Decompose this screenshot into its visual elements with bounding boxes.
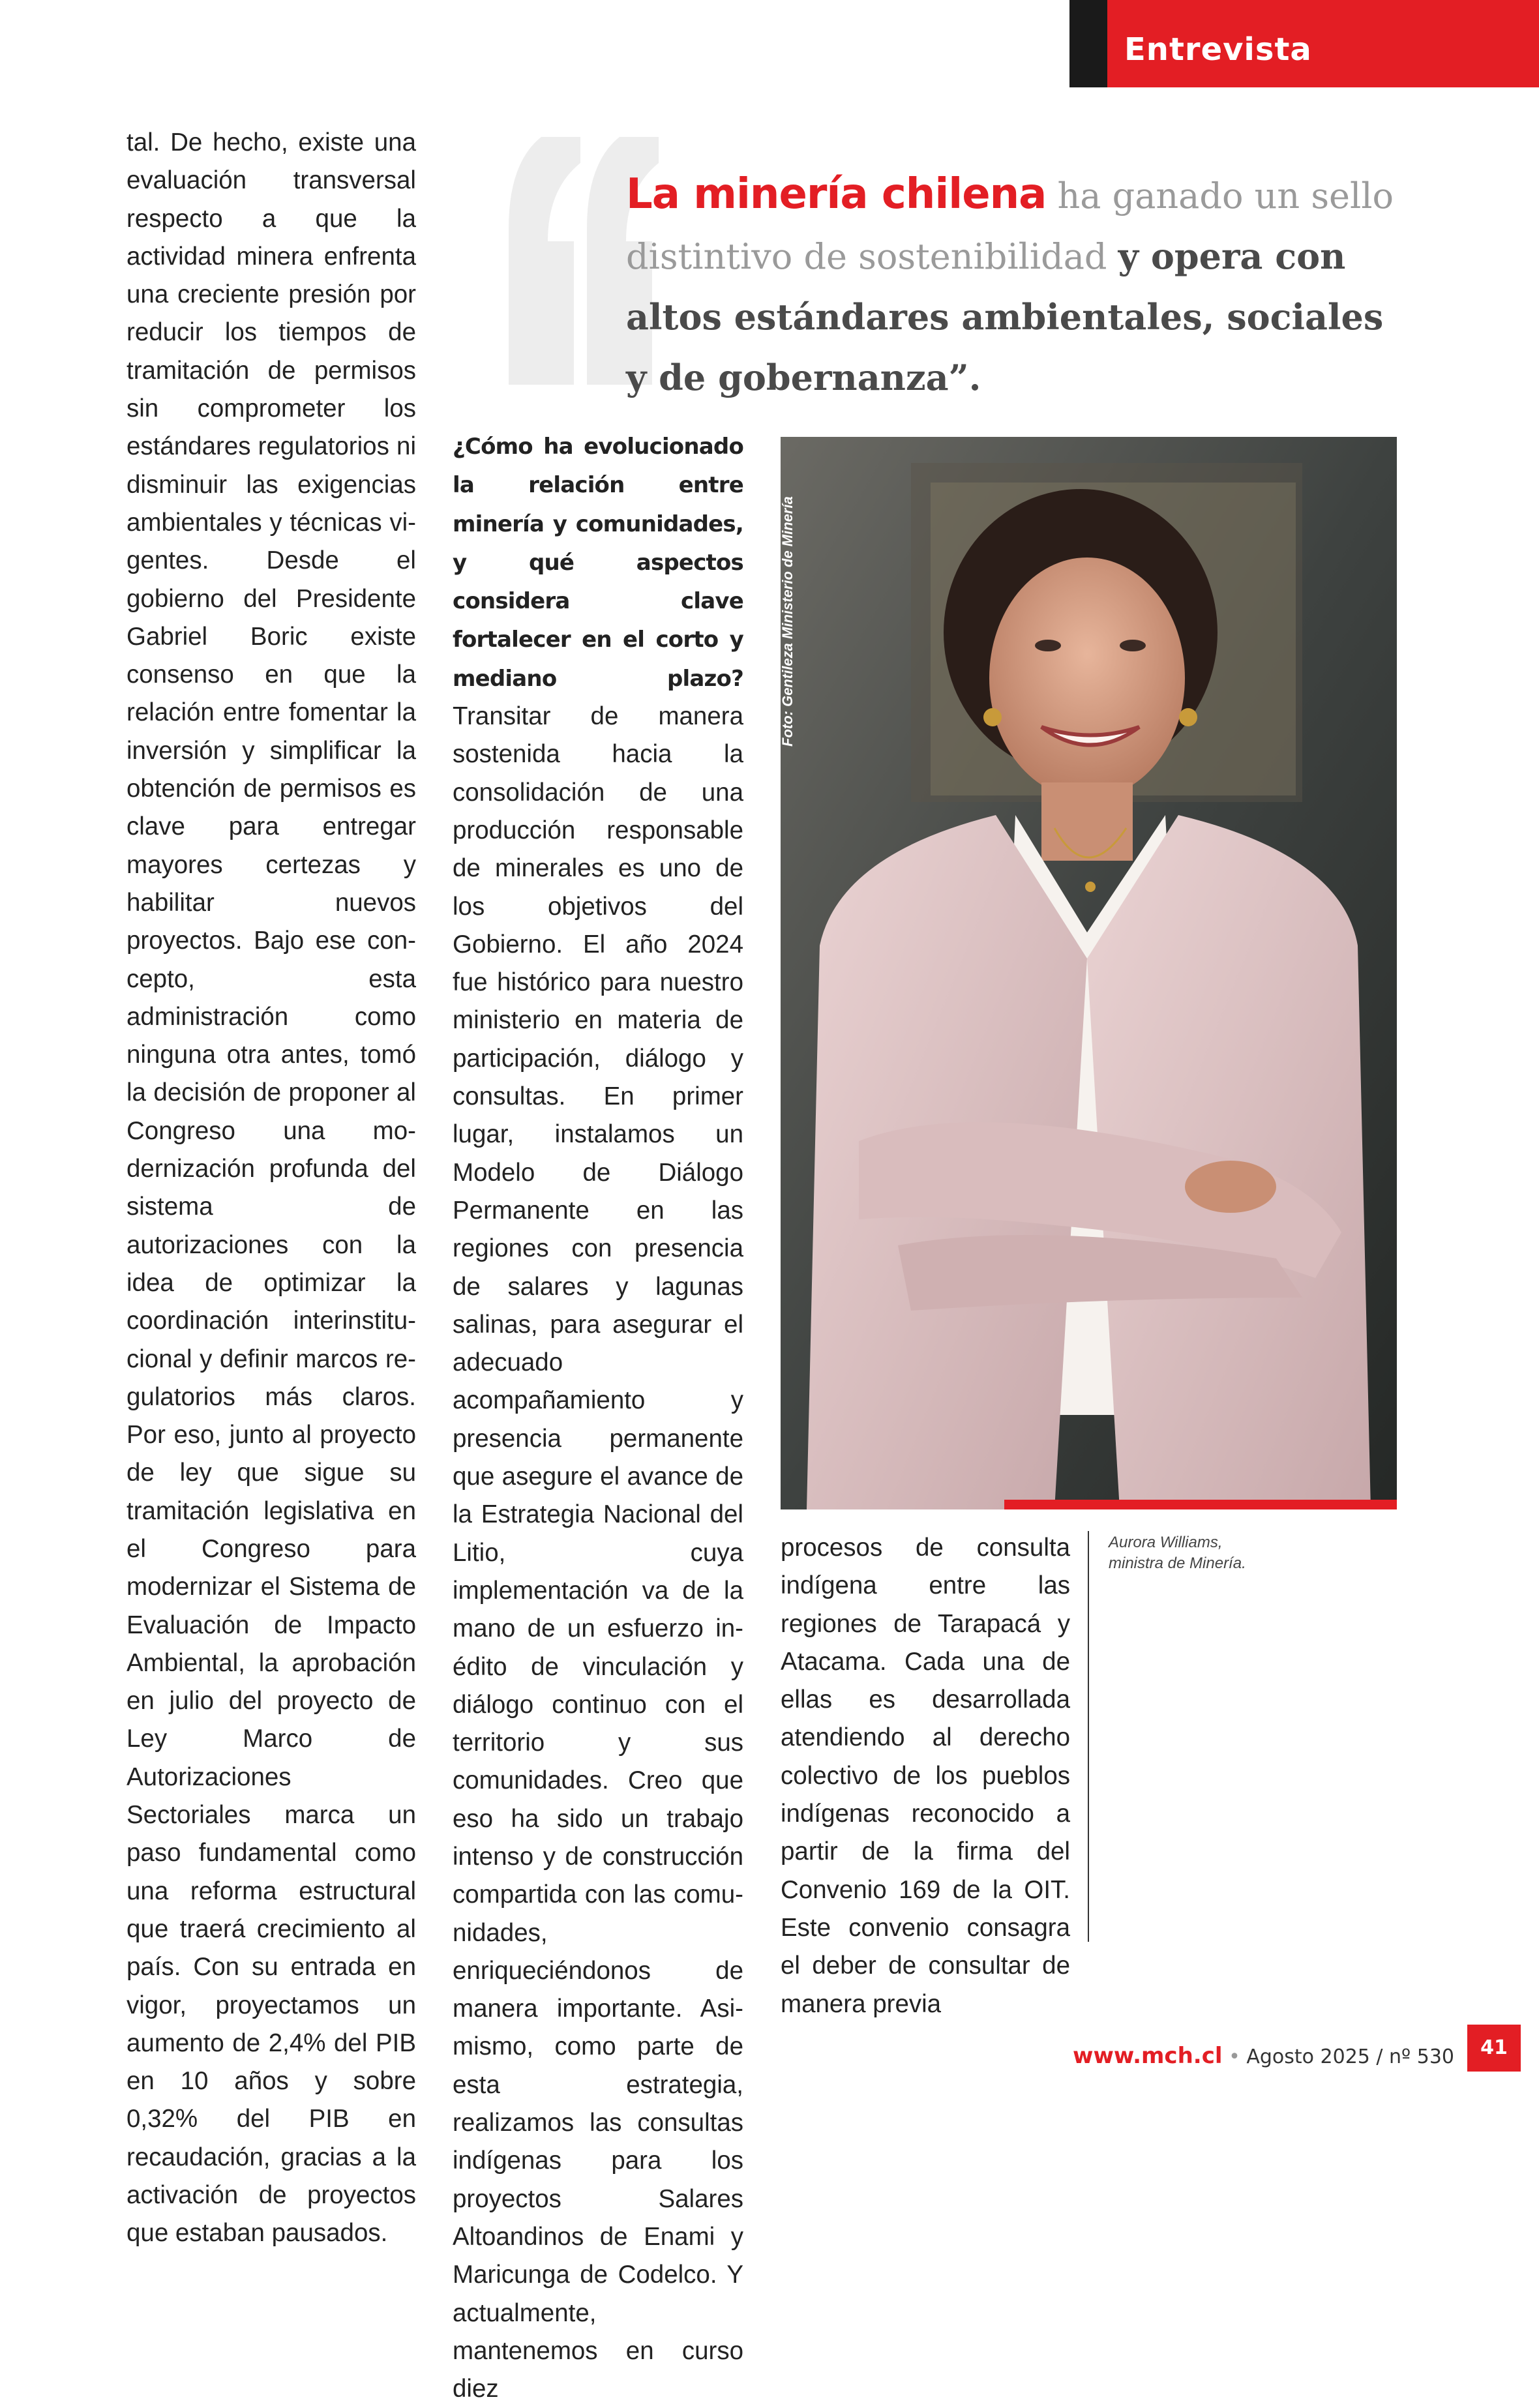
interview-question: ¿Cómo ha evolucionado la relación entre minería y comunidades, y qué aspectos considera clave fortalecer en el corto y mediano plazo?: [453, 434, 743, 692]
section-tab-accent: [1069, 0, 1107, 87]
footer-separator: •: [1229, 2045, 1240, 2068]
pull-quote-strong: y opera con altos estándares ambientales, sociales y de gobernanza”.: [626, 235, 1384, 398]
section-label: Entrevista: [1124, 31, 1312, 68]
interview-answer: Transitar de manera sostenida hacia la consolidación de una producción responsable de minerales es uno de los objetivos del Gobierno. El año 2024 fue histórico para nuestro ministerio en materia de participación, diálogo y consultas. En primer lugar, instalamos un Modelo de Diálogo Permanente en las regiones con presencia de salares y lagunas salinas, para asegurar el adecuado acompañamiento y presencia permanente que asegure el avance de la Estrategia Nacional del Litio, cuya implementación va de la mano de un esfuerzo inédito de vinculación y diálogo continuo con el territorio y sus comunidades. Creo que eso ha sido un trabajo intenso y de construcción compartida con las comunidades, enriqueciéndonos de manera importante. Asimismo, como parte de esta estrategia, realizamos las consultas indígenas para los proyectos Salares Altoandinos de Enami y Maricunga de Codelco. Y actualmente, mantenemos en curso diez: [453, 702, 743, 2403]
footer-site-link[interactable]: www.mch.cl: [1073, 2043, 1223, 2069]
photo-accent-bar: [1004, 1500, 1397, 1509]
body-column-middle: [453, 427, 743, 2408]
page-footer: [1043, 2038, 1454, 2074]
caption-name: Aurora Williams,: [1109, 1534, 1223, 1551]
pull-quote-light: ha ganado un sello distintivo de sostenibilidad: [626, 175, 1394, 277]
footer-issue: Agosto 2025 / nº 530: [1246, 2045, 1454, 2068]
section-tab: [1069, 0, 1539, 87]
portrait-illustration: [781, 437, 1397, 1509]
body-column-right: procesos de consulta indígena entre las regiones de Tarapacá y Atacama. Cada una de ellas es desarrollada atendiendo al derecho colectivo de los pueblos indígenas reconocido a partir de la firma del Convenio 169 de la OIT. Este convenio consagra el deber de consultar de manera previa: [781, 1534, 1070, 2018]
caption-role: ministra de Minería.: [1109, 1554, 1246, 1572]
pull-quote: [626, 164, 1396, 408]
body-column-left: tal. De hecho, existe una evaluación transversal respecto a que la actividad minera enfrenta una creciente presión por reducir los tiempos de tramitación de permisos sin comprometer los estándares regulatorios ni disminuir las exigencias ambientales y técnicas vigentes. Desde el gobierno del Presidente Gabriel Boric existe consenso en que la relación entre fomentar la inversión y simplificar la obtención de permisos es clave para entregar mayores certezas y habilitar nuevos proyectos. Bajo ese concepto, esta administración como ninguna otra antes, tomó la decisión de proponer al Congreso una modernización profunda del sistema de autorizaciones con la idea de optimizar la coordinación interinstitucional y definir marcos regulatorios más claros. Por eso, junto al proyecto de ley que sigue su tramitación legislativa en el Congreso para modernizar el Sistema de Evaluación de Impacto Ambiental, la aprobación en julio del proyecto de Ley Marco de Autorizaciones Sectoriales marca un paso fundamental como una reforma estructural que traerá crecimiento al país. Con su entrada en vigor, proyectamos un aumento de 2,4% del PIB en 10 años y sobre 0,32% del PIB en recaudación, gracias a la activación de proyectos que estaban pausados.: [127, 128, 416, 2248]
photo-caption: [1109, 1532, 1278, 1574]
caption-divider: [1088, 1531, 1089, 1942]
pull-quote-lead: La minería chilena: [626, 170, 1047, 218]
photo-credit: Foto: Gentileza Ministerio de Minería: [779, 496, 796, 747]
portrait-photo: [781, 437, 1397, 1509]
page-number: 41: [1467, 2025, 1521, 2072]
